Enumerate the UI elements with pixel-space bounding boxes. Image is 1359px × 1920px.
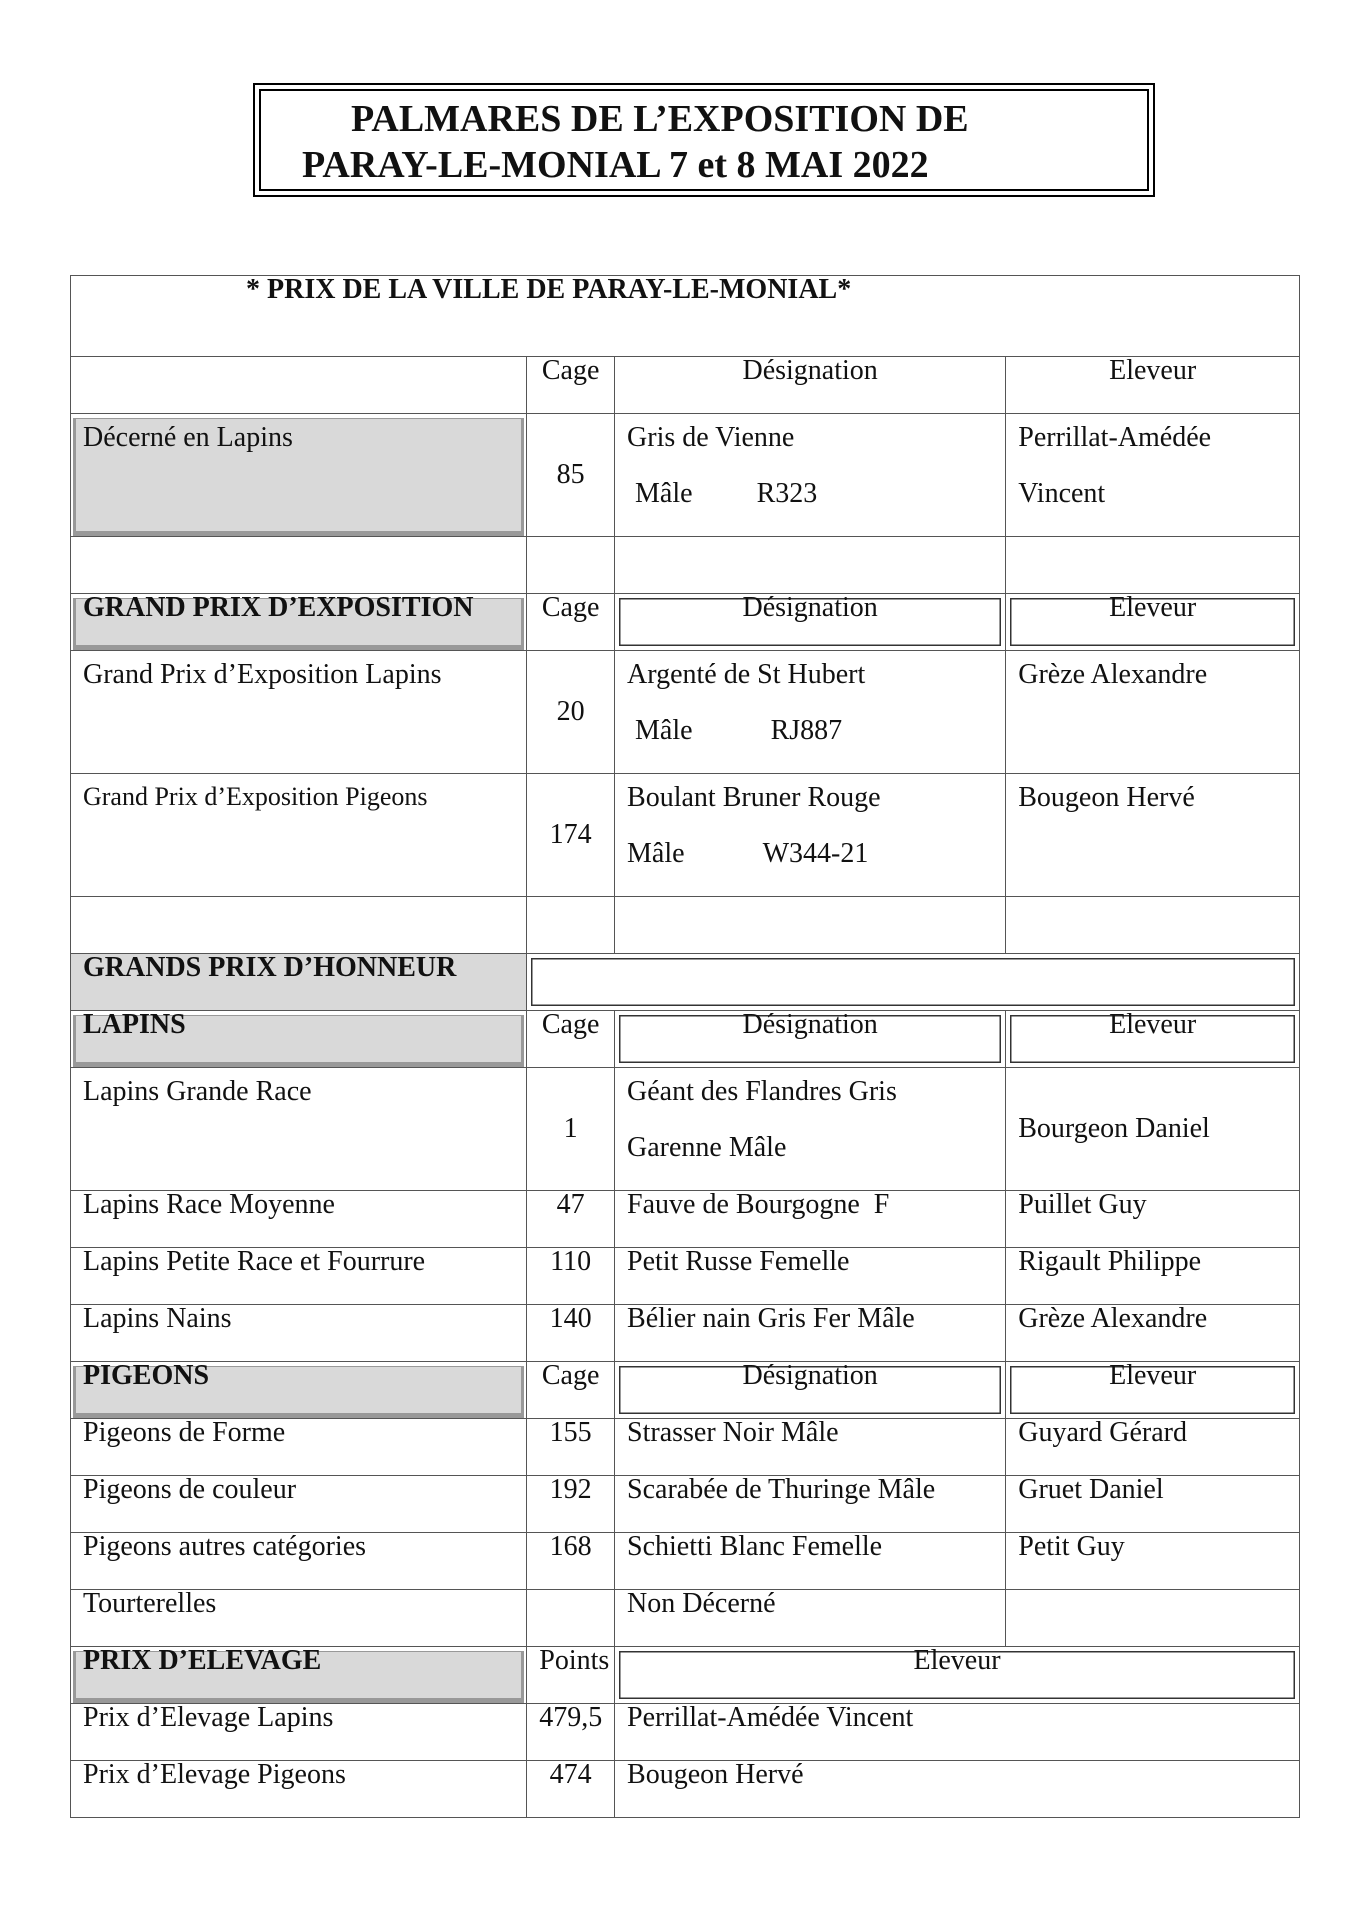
designation-line-1: Géant des Flandres Gris: [627, 1076, 897, 1107]
cage-header: Cage: [527, 357, 615, 414]
designation-header: Désignation: [615, 1362, 1006, 1419]
spacer-row: [71, 537, 1300, 594]
lapins-eleveur: Bourgeon Daniel: [1006, 1068, 1300, 1191]
lapins-row: [71, 1305, 1300, 1362]
code: R323: [756, 478, 818, 509]
elevage-label: Prix d’Elevage Pigeons: [71, 1761, 527, 1818]
pigeons-label: Pigeons de couleur: [71, 1476, 527, 1533]
pigeons-cage: 168: [527, 1533, 615, 1590]
prix-ville-cage: 85: [527, 414, 615, 537]
pigeons-eleveur: Gruet Daniel: [1006, 1476, 1300, 1533]
lapins-eleveur: Puillet Guy: [1006, 1191, 1300, 1248]
pigeons-heading: PIGEONS: [71, 1362, 527, 1419]
honneur-heading-row: [71, 954, 1300, 1011]
empty-cell: [71, 357, 527, 414]
prix-ville-eleveur: [1006, 414, 1300, 537]
pigeons-eleveur: Guyard Gérard: [1006, 1419, 1300, 1476]
lapins-label: Lapins Race Moyenne: [71, 1191, 527, 1248]
designation-line-2: [627, 840, 993, 868]
pigeons-header-row: [71, 1362, 1300, 1419]
grand-prix-cage: 20: [527, 651, 615, 774]
cage-header: Cage: [527, 1362, 615, 1419]
prix-ville-designation: [615, 414, 1006, 537]
lapins-eleveur: Rigault Philippe: [1006, 1248, 1300, 1305]
lapins-row: [71, 1191, 1300, 1248]
grand-prix-header-row: [71, 594, 1300, 651]
lapins-designation: Bélier nain Gris Fer Mâle: [615, 1305, 1006, 1362]
lapins-cage: 47: [527, 1191, 615, 1248]
lapins-cage: 140: [527, 1305, 615, 1362]
lapins-label: Lapins Petite Race et Fourrure: [71, 1248, 527, 1305]
designation-header: Désignation: [615, 357, 1006, 414]
lapins-cage: 110: [527, 1248, 615, 1305]
designation-line-1: Gris de Vienne: [627, 422, 795, 453]
grand-prix-label: Grand Prix d’Exposition Lapins: [71, 651, 527, 774]
designation-line-1: Argenté de St Hubert: [627, 659, 866, 690]
lapins-header-row: [71, 1011, 1300, 1068]
pigeons-row: [71, 1533, 1300, 1590]
elevage-eleveur: Perrillat-Amédée Vincent: [615, 1704, 1300, 1761]
eleveur-header: Eleveur: [1006, 1011, 1300, 1068]
pigeons-designation: Non Décerné: [615, 1590, 1006, 1647]
sex: Mâle: [627, 838, 685, 869]
pigeons-cage: 192: [527, 1476, 615, 1533]
sex: Mâle: [635, 715, 693, 746]
code: RJ887: [770, 715, 843, 746]
eleveur-header: Eleveur: [1006, 1362, 1300, 1419]
eleveur-line-2: Vincent: [1018, 478, 1106, 509]
elevage-label: Prix d’Elevage Lapins: [71, 1704, 527, 1761]
pigeons-eleveur: Petit Guy: [1006, 1533, 1300, 1590]
cage-header: Cage: [527, 594, 615, 651]
cage-header: Cage: [527, 1011, 615, 1068]
designation-line-2: [627, 717, 993, 745]
spacer-row: [71, 897, 1300, 954]
elevage-points: 474: [527, 1761, 615, 1818]
pigeons-label: Tourterelles: [71, 1590, 527, 1647]
prix-ville-label: Décerné en Lapins: [71, 414, 527, 537]
elevage-row: [71, 1761, 1300, 1818]
pigeons-designation: Scarabée de Thuringe Mâle: [615, 1476, 1006, 1533]
pigeons-eleveur: [1006, 1590, 1300, 1647]
points-header: Points: [527, 1647, 615, 1704]
pigeons-row: [71, 1419, 1300, 1476]
document-title-line-2: PARAY-LE-MONIAL 7 et 8 MAI 2022: [302, 144, 929, 186]
pigeons-row: [71, 1476, 1300, 1533]
prix-ville-header-row: [71, 357, 1300, 414]
honneur-heading: GRANDS PRIX D’HONNEUR: [71, 954, 527, 1011]
lapins-designation: [615, 1068, 1006, 1191]
designation-line-2: Garenne Mâle: [627, 1132, 787, 1163]
pigeons-designation: Schietti Blanc Femelle: [615, 1533, 1006, 1590]
lapins-row: [71, 1068, 1300, 1191]
elevage-row: [71, 1704, 1300, 1761]
grand-prix-row: [71, 651, 1300, 774]
grand-prix-cage: 174: [527, 774, 615, 897]
lapins-designation: Fauve de Bourgogne F: [615, 1191, 1006, 1248]
elevage-header-row: [71, 1647, 1300, 1704]
designation-line-1: Boulant Bruner Rouge: [627, 782, 881, 813]
lapins-label: Lapins Nains: [71, 1305, 527, 1362]
lapins-row: [71, 1248, 1300, 1305]
eleveur-header: Eleveur: [1006, 357, 1300, 414]
grand-prix-heading: GRAND PRIX D’EXPOSITION: [71, 594, 527, 651]
grand-prix-designation: [615, 651, 1006, 774]
designation-header: Désignation: [615, 1011, 1006, 1068]
lapins-designation: Petit Russe Femelle: [615, 1248, 1006, 1305]
designation-header: Désignation: [615, 594, 1006, 651]
pigeons-label: Pigeons autres catégories: [71, 1533, 527, 1590]
lapins-label: Lapins Grande Race: [71, 1068, 527, 1191]
eleveur-header: Eleveur: [615, 1647, 1300, 1704]
lapins-heading: LAPINS: [71, 1011, 527, 1068]
pigeons-designation: Strasser Noir Mâle: [615, 1419, 1006, 1476]
eleveur-header: Eleveur: [1006, 594, 1300, 651]
grand-prix-designation: [615, 774, 1006, 897]
prix-ville-title-row: [71, 276, 1300, 357]
prix-ville-title: * PRIX DE LA VILLE DE PARAY-LE-MONIAL*: [71, 276, 1300, 357]
elevage-points: 479,5: [527, 1704, 615, 1761]
pigeons-cage: [527, 1590, 615, 1647]
awards-table: [70, 275, 1300, 1818]
honneur-heading-empty: [527, 954, 1300, 1011]
designation-line-2: [627, 480, 993, 508]
grand-prix-eleveur: Bougeon Hervé: [1006, 774, 1300, 897]
document-title-line-1: PALMARES DE L’EXPOSITION DE: [351, 98, 969, 140]
eleveur-line-1: Perrillat-Amédée: [1018, 422, 1212, 453]
grand-prix-eleveur: Grèze Alexandre: [1006, 651, 1300, 774]
grand-prix-row: [71, 774, 1300, 897]
lapins-eleveur: Grèze Alexandre: [1006, 1305, 1300, 1362]
code: W344-21: [762, 838, 869, 869]
sex: Mâle: [635, 478, 693, 509]
pigeons-cage: 155: [527, 1419, 615, 1476]
elevage-eleveur: Bougeon Hervé: [615, 1761, 1300, 1818]
lapins-cage: 1: [527, 1068, 615, 1191]
pigeons-label: Pigeons de Forme: [71, 1419, 527, 1476]
pigeons-row: [71, 1590, 1300, 1647]
elevage-heading: PRIX D’ELEVAGE: [71, 1647, 527, 1704]
prix-ville-row: [71, 414, 1300, 537]
grand-prix-label: Grand Prix d’Exposition Pigeons: [71, 774, 527, 897]
